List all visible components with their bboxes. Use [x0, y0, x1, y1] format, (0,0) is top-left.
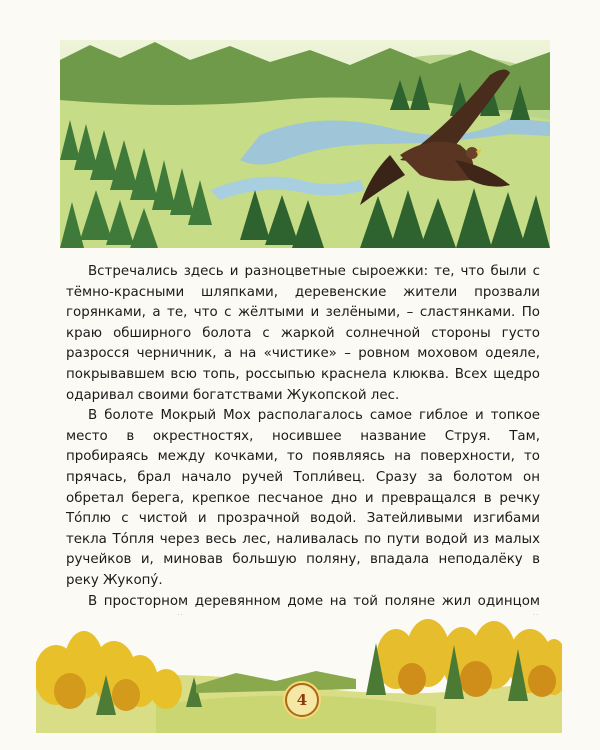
forest-river-landscape — [60, 40, 550, 248]
top-illustration — [60, 40, 550, 248]
paragraph: Встречались здесь и разноцветные сыроежки: те, что были с тёмно-красными шляпками, деревенские жители прозвали горянками, а те, что с жёлтыми и зелёными, – сластянками. По краю обширного болота с жаркой солнечной стороны густо разросся черничник, а на «чистике» – ровном моховом одеяле, покрывавшем всю топь, россыпью краснела клюква. Всех щедро одаривал своими богатствами Жукопской лес. — [66, 264, 540, 403]
paragraph: В просторном деревянном доме на той поляне жил одинцом — [88, 593, 540, 609]
paragraph: В болоте Мокрый Мох располагалось самое гиблое и топкое место в окрестностях, носившее название Струя. Там, пробираясь между кочками, то появляясь на поверхности, то прячась, брал начало ручей Топли́вец. Сразу за болотом он обретал берега, крепкое песчаное дно и превращался в речку То́плю с чистой и прозрачной водой. Затейливыми изгибами текла То́пля через весь лес, наливалась по пути водой из малых ручейков и, миновав большую поляну, впадала неподалёку в реку Жукопу́. — [66, 408, 540, 588]
page-number-badge: 4 — [285, 683, 319, 717]
body-text — [66, 262, 540, 674]
